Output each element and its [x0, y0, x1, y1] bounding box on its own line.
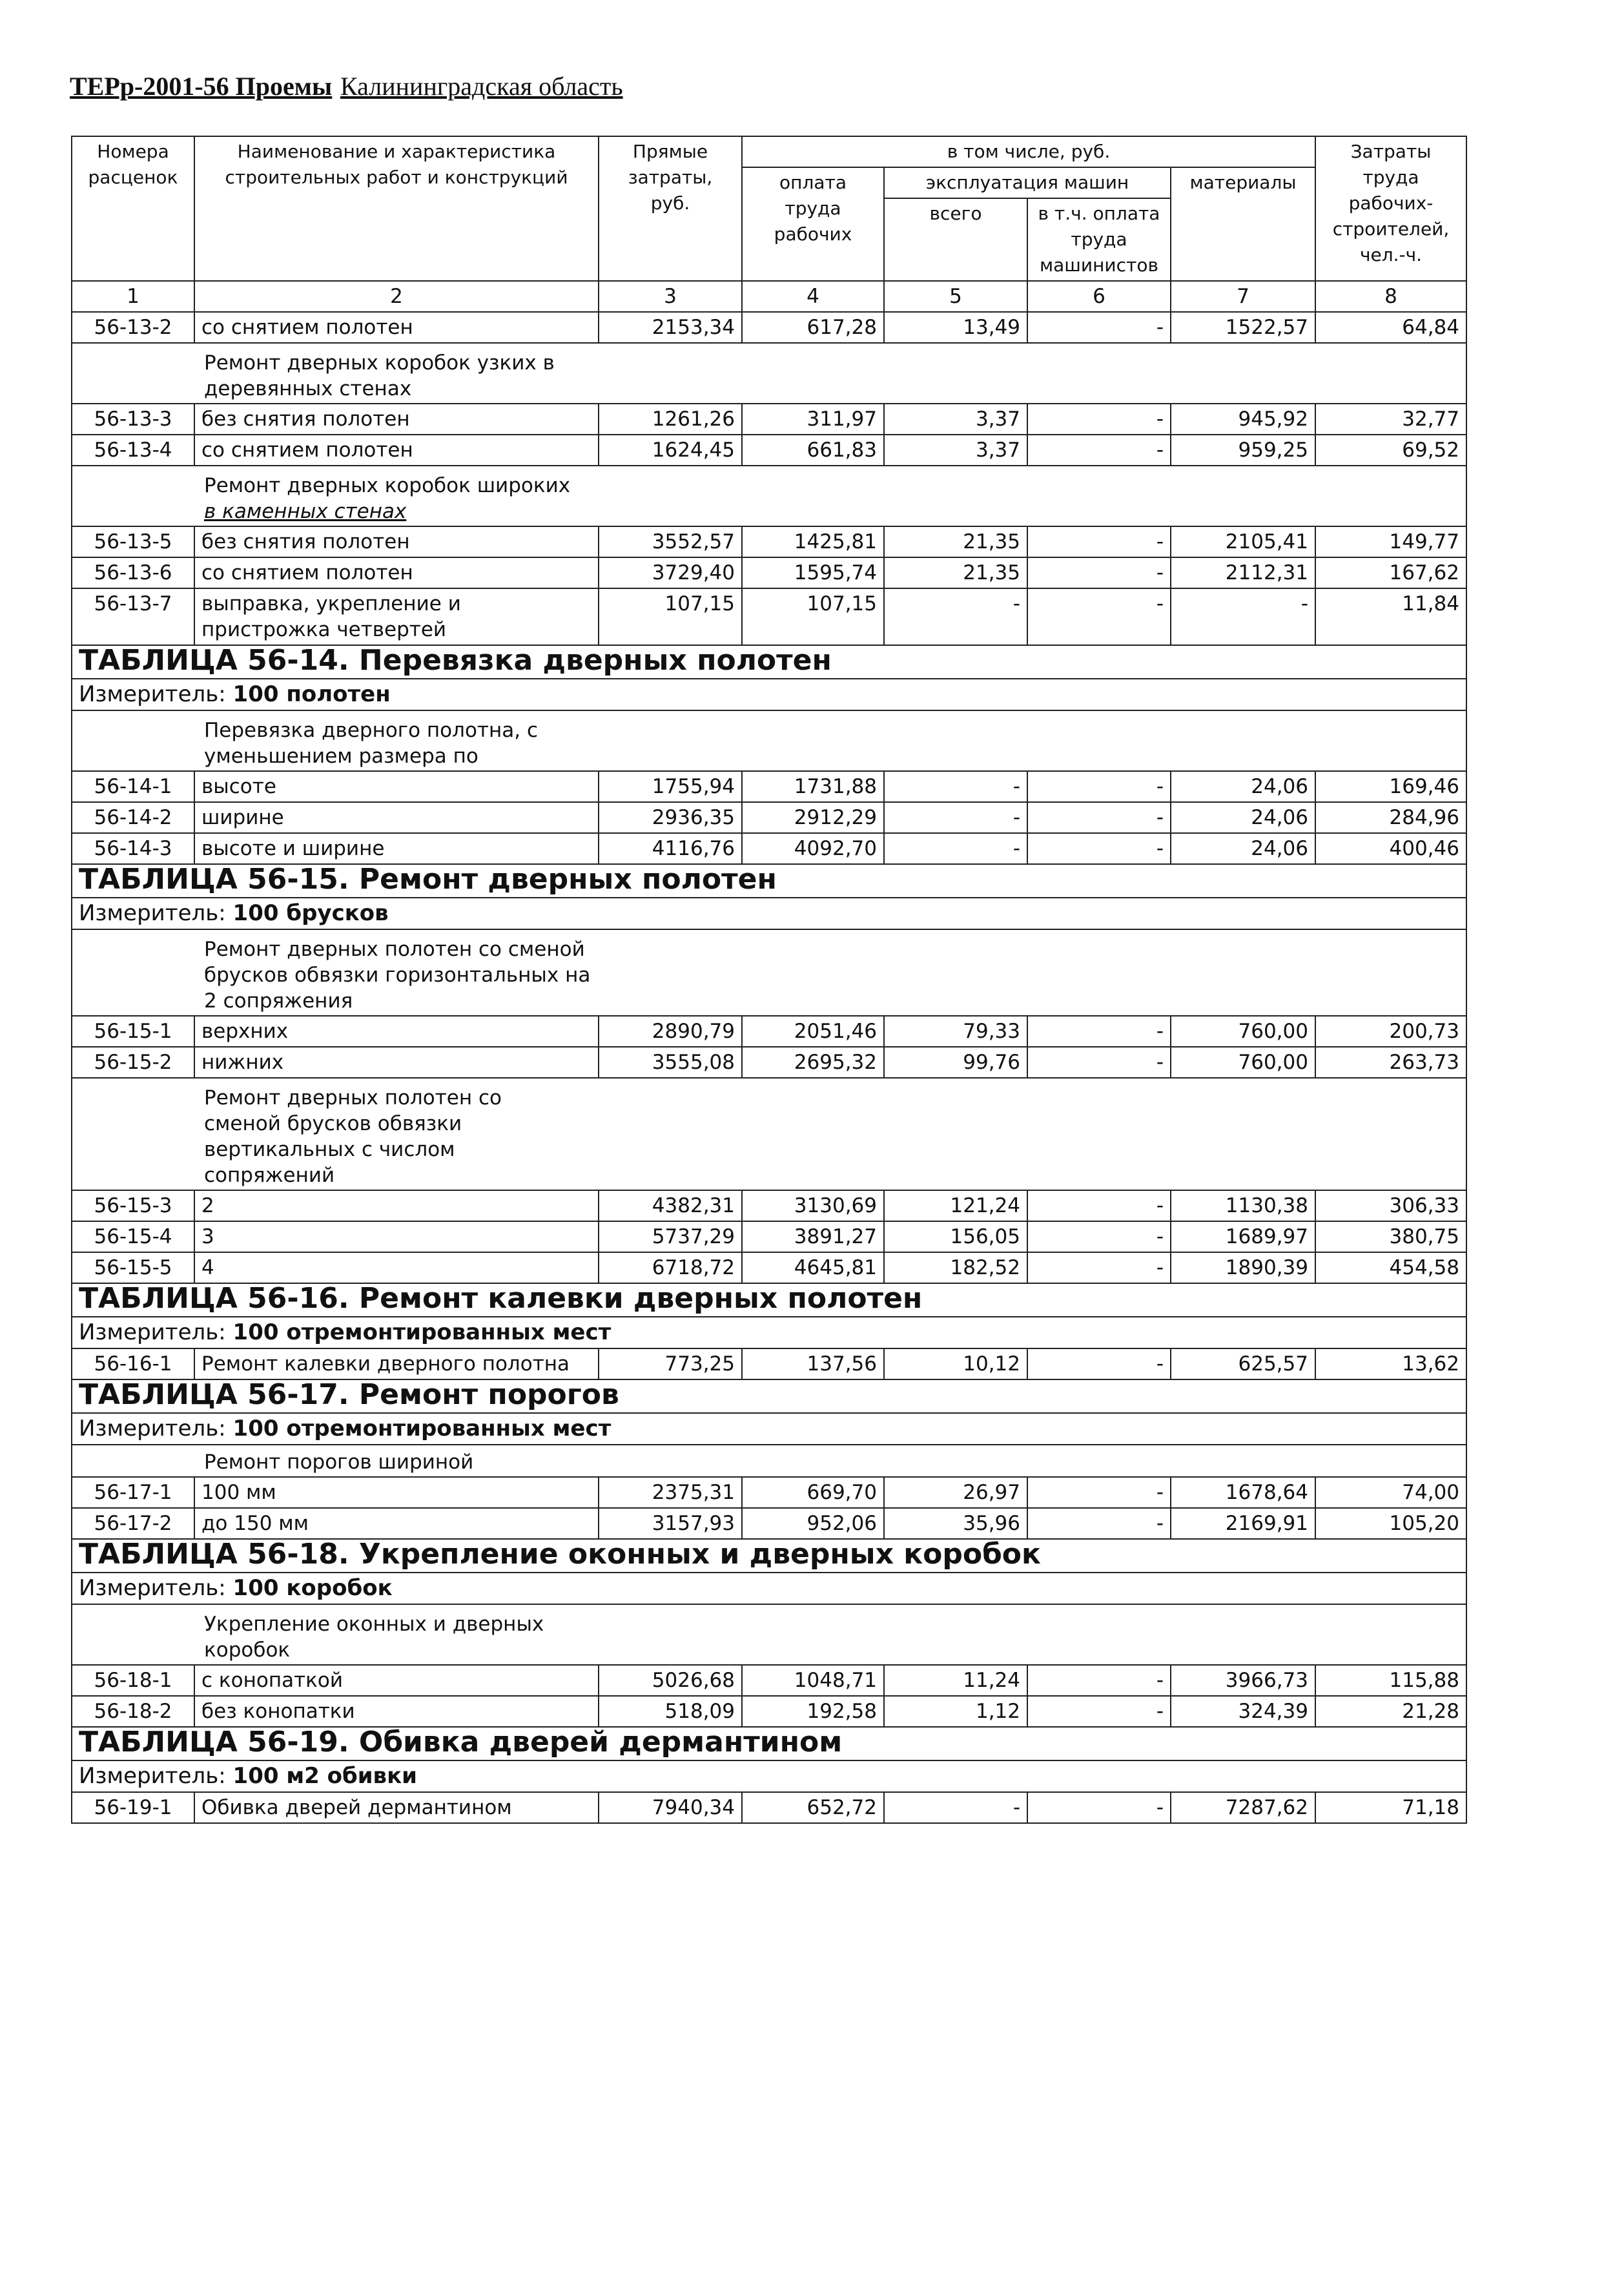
group-heading: Ремонт порогов шириной: [204, 1450, 474, 1474]
row-code: 56-17-2: [72, 1508, 194, 1539]
cell-machines-total: 26,97: [884, 1477, 1027, 1508]
group-row: [72, 343, 1466, 404]
measure-unit: [79, 900, 389, 926]
row-name: со снятием полотен: [194, 435, 599, 466]
row-name: без конопатки: [194, 1696, 599, 1727]
row-code: 56-13-4: [72, 435, 194, 466]
cell-wages: 952,06: [742, 1508, 884, 1539]
row-code: 56-15-3: [72, 1190, 194, 1221]
cell-machines-total: 13,49: [884, 312, 1027, 343]
table-row: [72, 1252, 1466, 1283]
cell-machines-total: -: [884, 833, 1027, 864]
cell-materials: 7287,62: [1171, 1792, 1315, 1823]
measure-row: [72, 1573, 1466, 1604]
measure-label: Измеритель:: [79, 1575, 226, 1601]
cell-materials: 1689,97: [1171, 1221, 1315, 1252]
row-name: без снятия полотен: [194, 404, 599, 435]
row-code: 56-13-5: [72, 526, 194, 557]
cell-direct-costs: 2375,31: [599, 1477, 742, 1508]
cell-machines-total: 79,33: [884, 1016, 1027, 1047]
cell-direct-costs: 4116,76: [599, 833, 742, 864]
cell-wages: 137,56: [742, 1348, 884, 1379]
measure-value: 100 отремонтированных мест: [232, 1319, 612, 1345]
cell-labor-costs: 306,33: [1315, 1190, 1466, 1221]
group-heading: Перевязка дверного полотна, с уменьшением размера по: [204, 719, 538, 768]
cell-labor-costs: 13,62: [1315, 1348, 1466, 1379]
row-name: ширине: [194, 802, 599, 833]
cell-labor-costs: 380,75: [1315, 1221, 1466, 1252]
table-title-row: [72, 1539, 1466, 1573]
cell-machinist-wages: -: [1027, 588, 1171, 645]
cell-machinist-wages: -: [1027, 771, 1171, 802]
cell-materials: 959,25: [1171, 435, 1315, 466]
row-code: 56-15-2: [72, 1047, 194, 1078]
row-code: 56-13-2: [72, 312, 194, 343]
cell-labor-costs: 169,46: [1315, 771, 1466, 802]
table-row: [72, 802, 1466, 833]
row-name: нижних: [194, 1047, 599, 1078]
row-name: Обивка дверей дермантином: [194, 1792, 599, 1823]
cell-labor-costs: 105,20: [1315, 1508, 1466, 1539]
group-row: [72, 710, 1466, 771]
cell-materials: 945,92: [1171, 404, 1315, 435]
cell-wages: 3130,69: [742, 1190, 884, 1221]
row-name: 3: [194, 1221, 599, 1252]
cell-machinist-wages: -: [1027, 1221, 1171, 1252]
cell-machines-total: 1,12: [884, 1696, 1027, 1727]
measure-label: Измеритель:: [79, 1416, 226, 1441]
table-row: [72, 1221, 1466, 1252]
table-row: [72, 1047, 1466, 1078]
cell-direct-costs: 2936,35: [599, 802, 742, 833]
table-title-row: [72, 864, 1466, 898]
cell-wages: 192,58: [742, 1696, 884, 1727]
cell-materials: 760,00: [1171, 1047, 1315, 1078]
cell-machines-total: 21,35: [884, 526, 1027, 557]
cell-direct-costs: 2890,79: [599, 1016, 742, 1047]
group-heading: Ремонт дверных коробок широких: [204, 474, 571, 497]
row-code: 56-19-1: [72, 1792, 194, 1823]
table-title-row: [72, 1283, 1466, 1317]
header-direct-costs: Прямые затраты, руб.: [599, 136, 742, 281]
cell-direct-costs: 2153,34: [599, 312, 742, 343]
cell-machinist-wages: -: [1027, 404, 1171, 435]
header-materials: материалы: [1171, 167, 1315, 281]
cell-labor-costs: 115,88: [1315, 1665, 1466, 1696]
cell-labor-costs: 71,18: [1315, 1792, 1466, 1823]
table-row: [72, 312, 1466, 343]
group-row: [72, 1078, 1466, 1190]
row-name: верхних: [194, 1016, 599, 1047]
header-machines-total: всего: [884, 198, 1027, 281]
cell-materials: 1522,57: [1171, 312, 1315, 343]
row-code: 56-14-1: [72, 771, 194, 802]
table-title-row: [72, 1379, 1466, 1413]
measure-value: 100 брусков: [232, 900, 389, 926]
cell-wages: 1048,71: [742, 1665, 884, 1696]
table-row: [72, 833, 1466, 864]
cell-wages: 4645,81: [742, 1252, 884, 1283]
cell-wages: 1595,74: [742, 557, 884, 588]
price-sheet: [71, 136, 1466, 1824]
table-title-row: [72, 645, 1466, 679]
measure-row: [72, 898, 1466, 929]
table-title: ТАБЛИЦА 56-17. Ремонт порогов: [79, 1379, 619, 1411]
table-title: ТАБЛИЦА 56-16. Ремонт калевки дверных полотен: [79, 1283, 923, 1315]
table-row: [72, 526, 1466, 557]
cell-machinist-wages: -: [1027, 1792, 1171, 1823]
cell-labor-costs: 263,73: [1315, 1047, 1466, 1078]
cell-machines-total: 182,52: [884, 1252, 1027, 1283]
row-name: со снятием полотен: [194, 557, 599, 588]
cell-materials: 2112,31: [1171, 557, 1315, 588]
table-row: [72, 435, 1466, 466]
measure-row: [72, 1413, 1466, 1445]
cell-direct-costs: 5026,68: [599, 1665, 742, 1696]
measure-label: Измеритель:: [79, 681, 226, 707]
group-heading: Укрепление оконных и дверных коробок: [204, 1613, 544, 1662]
cell-materials: 1130,38: [1171, 1190, 1315, 1221]
measure-label: Измеритель:: [79, 1319, 226, 1345]
row-name: 4: [194, 1252, 599, 1283]
cell-wages: 3891,27: [742, 1221, 884, 1252]
measure-row: [72, 1317, 1466, 1348]
cell-machines-total: 99,76: [884, 1047, 1027, 1078]
measure-value: 100 полотен: [232, 681, 391, 707]
cell-materials: 760,00: [1171, 1016, 1315, 1047]
group-row: [72, 1604, 1466, 1665]
measure-label: Измеритель:: [79, 900, 226, 926]
cell-labor-costs: 74,00: [1315, 1477, 1466, 1508]
table-row: [72, 1665, 1466, 1696]
cell-wages: 2051,46: [742, 1016, 884, 1047]
table-row: [72, 1508, 1466, 1539]
cell-machines-total: 10,12: [884, 1348, 1027, 1379]
table-row: [72, 1696, 1466, 1727]
cell-machines-total: 21,35: [884, 557, 1027, 588]
column-number: 3: [599, 281, 742, 312]
cell-materials: 24,06: [1171, 802, 1315, 833]
table-row: [72, 1348, 1466, 1379]
column-number: 4: [742, 281, 884, 312]
cell-wages: 669,70: [742, 1477, 884, 1508]
row-name: без снятия полотен: [194, 526, 599, 557]
row-name: 100 мм: [194, 1477, 599, 1508]
measure-value: 100 отремонтированных мест: [232, 1416, 612, 1441]
cell-labor-costs: 149,77: [1315, 526, 1466, 557]
row-code: 56-15-5: [72, 1252, 194, 1283]
cell-materials: 1890,39: [1171, 1252, 1315, 1283]
measure-unit: [79, 681, 391, 707]
row-code: 56-14-3: [72, 833, 194, 864]
row-code: 56-15-4: [72, 1221, 194, 1252]
cell-direct-costs: 7940,34: [599, 1792, 742, 1823]
cell-direct-costs: 3552,57: [599, 526, 742, 557]
row-code: 56-13-7: [72, 588, 194, 645]
row-code: 56-18-1: [72, 1665, 194, 1696]
column-number: 1: [72, 281, 194, 312]
row-code: 56-13-3: [72, 404, 194, 435]
header-code: Номера расценок: [72, 136, 194, 281]
table-row: [72, 1792, 1466, 1823]
column-number: 5: [884, 281, 1027, 312]
column-number: 2: [194, 281, 599, 312]
cell-wages: 2695,32: [742, 1047, 884, 1078]
row-name: выправка, укрепление и пристрожка четвертей: [194, 588, 599, 645]
row-name: 2: [194, 1190, 599, 1221]
measure-value: 100 коробок: [232, 1575, 393, 1601]
cell-direct-costs: 1755,94: [599, 771, 742, 802]
cell-machines-total: 35,96: [884, 1508, 1027, 1539]
row-name: высоте: [194, 771, 599, 802]
cell-machines-total: 11,24: [884, 1665, 1027, 1696]
cell-materials: 324,39: [1171, 1696, 1315, 1727]
group-heading: Ремонт дверных полотен со сменой брусков обвязки горизонтальных на 2 сопряжения: [204, 938, 591, 1013]
measure-unit: [79, 1763, 417, 1789]
cell-labor-costs: 454,58: [1315, 1252, 1466, 1283]
group-row: [72, 1445, 1466, 1477]
cell-direct-costs: 3157,93: [599, 1508, 742, 1539]
cell-direct-costs: 3555,08: [599, 1047, 742, 1078]
cell-wages: 1731,88: [742, 771, 884, 802]
cell-machines-total: -: [884, 802, 1027, 833]
cell-direct-costs: 107,15: [599, 588, 742, 645]
cell-materials: 625,57: [1171, 1348, 1315, 1379]
cell-direct-costs: 1261,26: [599, 404, 742, 435]
header-including: в том числе, руб.: [742, 136, 1315, 167]
table-title: ТАБЛИЦА 56-15. Ремонт дверных полотен: [79, 864, 777, 896]
cell-direct-costs: 4382,31: [599, 1190, 742, 1221]
table-row: [72, 1016, 1466, 1047]
cell-machinist-wages: -: [1027, 526, 1171, 557]
cell-direct-costs: 3729,40: [599, 557, 742, 588]
cell-machinist-wages: -: [1027, 557, 1171, 588]
table-row: [72, 404, 1466, 435]
measure-label: Измеритель:: [79, 1763, 226, 1789]
cell-direct-costs: 6718,72: [599, 1252, 742, 1283]
table-title: ТАБЛИЦА 56-19. Обивка дверей дермантином: [79, 1727, 843, 1759]
cell-machines-total: -: [884, 588, 1027, 645]
cell-labor-costs: 64,84: [1315, 312, 1466, 343]
header-wages: оплата труда рабочих: [742, 167, 884, 281]
document-code: ТЕРр-2001-56 Проемы: [70, 72, 333, 101]
cell-machines-total: 3,37: [884, 404, 1027, 435]
row-code: 56-14-2: [72, 802, 194, 833]
table-row: [72, 1477, 1466, 1508]
cell-machines-total: 156,05: [884, 1221, 1027, 1252]
cell-machines-total: -: [884, 771, 1027, 802]
cell-machinist-wages: -: [1027, 802, 1171, 833]
cell-wages: 107,15: [742, 588, 884, 645]
row-name: высоте и ширине: [194, 833, 599, 864]
cell-labor-costs: 21,28: [1315, 1696, 1466, 1727]
cell-wages: 661,83: [742, 435, 884, 466]
group-heading: Ремонт дверных коробок узких в деревянных стенах: [204, 351, 555, 400]
table-row: [72, 588, 1466, 645]
table-title-row: [72, 1727, 1466, 1760]
cell-materials: -: [1171, 588, 1315, 645]
header-labor-costs: Затраты труда рабочих-строителей, чел.-ч.: [1315, 136, 1466, 281]
cell-labor-costs: 200,73: [1315, 1016, 1466, 1047]
cell-labor-costs: 400,46: [1315, 833, 1466, 864]
cell-labor-costs: 32,77: [1315, 404, 1466, 435]
cell-machinist-wages: -: [1027, 1508, 1171, 1539]
row-code: 56-15-1: [72, 1016, 194, 1047]
column-number: 6: [1027, 281, 1171, 312]
cell-machines-total: -: [884, 1792, 1027, 1823]
cell-materials: 24,06: [1171, 833, 1315, 864]
table-title: ТАБЛИЦА 56-14. Перевязка дверных полотен: [79, 645, 832, 677]
cell-direct-costs: 518,09: [599, 1696, 742, 1727]
cell-machinist-wages: -: [1027, 1190, 1171, 1221]
cell-machinist-wages: -: [1027, 312, 1171, 343]
cell-machinist-wages: -: [1027, 1348, 1171, 1379]
column-numbers-row: [72, 281, 1466, 312]
group-row: [72, 466, 1466, 526]
group-heading: Ремонт дверных полотен со сменой брусков обвязки вертикальных с числом сопряжений: [204, 1086, 502, 1187]
cell-direct-costs: 1624,45: [599, 435, 742, 466]
cell-wages: 1425,81: [742, 526, 884, 557]
measure-value: 100 м2 обивки: [232, 1763, 417, 1789]
row-code: 56-13-6: [72, 557, 194, 588]
table-row: [72, 557, 1466, 588]
cell-wages: 2912,29: [742, 802, 884, 833]
measure-row: [72, 1760, 1466, 1792]
cell-materials: 2105,41: [1171, 526, 1315, 557]
cell-labor-costs: 11,84: [1315, 588, 1466, 645]
measure-unit: [79, 1416, 611, 1441]
page-title: [70, 71, 623, 101]
price-table: [71, 136, 1467, 1824]
cell-machines-total: 3,37: [884, 435, 1027, 466]
cell-materials: 24,06: [1171, 771, 1315, 802]
row-name: до 150 мм: [194, 1508, 599, 1539]
column-number: 8: [1315, 281, 1466, 312]
row-name: со снятием полотен: [194, 312, 599, 343]
document-region: Калининградская область: [340, 72, 623, 101]
table-row: [72, 1190, 1466, 1221]
cell-direct-costs: 5737,29: [599, 1221, 742, 1252]
cell-machinist-wages: -: [1027, 1696, 1171, 1727]
header-name: Наименование и характеристика строительных работ и конструкций: [194, 136, 599, 281]
table-row: [72, 771, 1466, 802]
group-row: [72, 929, 1466, 1016]
row-code: 56-17-1: [72, 1477, 194, 1508]
row-name: Ремонт калевки дверного полотна: [194, 1348, 599, 1379]
cell-machinist-wages: -: [1027, 1477, 1171, 1508]
cell-materials: 3966,73: [1171, 1665, 1315, 1696]
cell-machinist-wages: -: [1027, 435, 1171, 466]
cell-wages: 4092,70: [742, 833, 884, 864]
cell-labor-costs: 69,52: [1315, 435, 1466, 466]
cell-direct-costs: 773,25: [599, 1348, 742, 1379]
row-code: 56-18-2: [72, 1696, 194, 1727]
cell-machines-total: 121,24: [884, 1190, 1027, 1221]
cell-wages: 311,97: [742, 404, 884, 435]
measure-unit: [79, 1319, 611, 1345]
header-machines: эксплуатация машин: [884, 167, 1171, 198]
cell-labor-costs: 167,62: [1315, 557, 1466, 588]
group-heading-italic: в каменных стенах: [204, 500, 407, 523]
measure-row: [72, 679, 1466, 710]
measure-unit: [79, 1575, 393, 1601]
header-machinist-wages: в т.ч. оплата труда машинистов: [1027, 198, 1171, 281]
cell-machinist-wages: -: [1027, 833, 1171, 864]
row-name: с конопаткой: [194, 1665, 599, 1696]
cell-wages: 617,28: [742, 312, 884, 343]
cell-materials: 2169,91: [1171, 1508, 1315, 1539]
cell-wages: 652,72: [742, 1792, 884, 1823]
cell-machinist-wages: -: [1027, 1665, 1171, 1696]
cell-materials: 1678,64: [1171, 1477, 1315, 1508]
column-number: 7: [1171, 281, 1315, 312]
cell-machinist-wages: -: [1027, 1016, 1171, 1047]
table-title: ТАБЛИЦА 56-18. Укрепление оконных и дверных коробок: [79, 1539, 1041, 1571]
header-row: [72, 136, 1466, 167]
cell-machinist-wages: -: [1027, 1047, 1171, 1078]
row-code: 56-16-1: [72, 1348, 194, 1379]
cell-labor-costs: 284,96: [1315, 802, 1466, 833]
cell-machinist-wages: -: [1027, 1252, 1171, 1283]
